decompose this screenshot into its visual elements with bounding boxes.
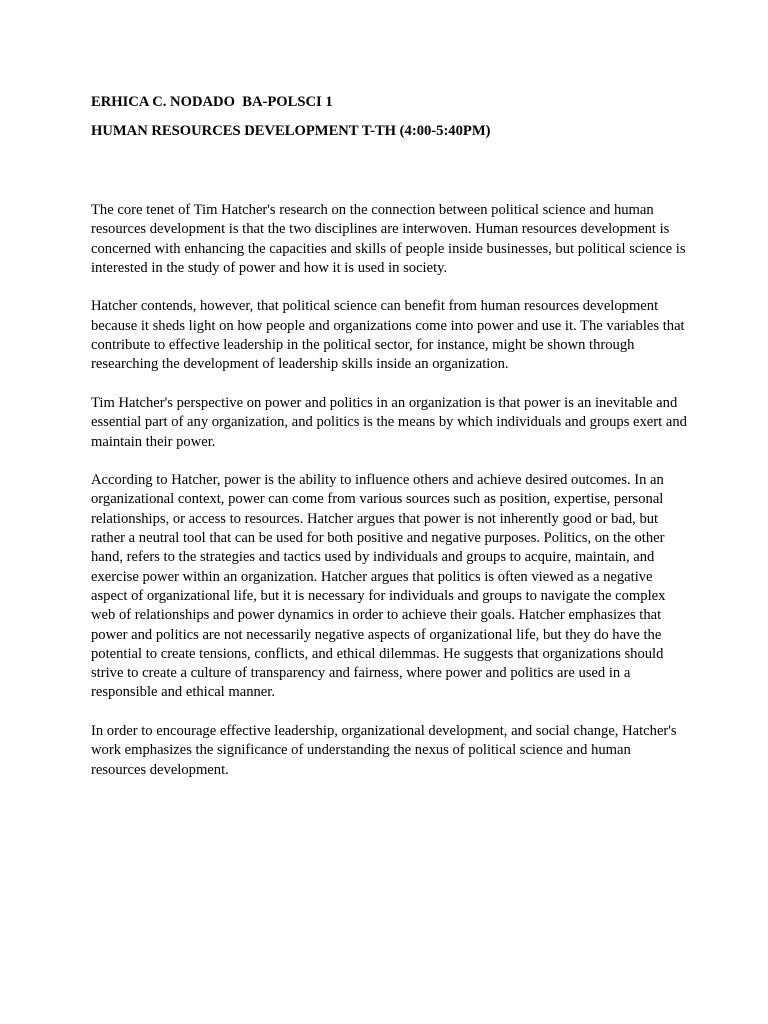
paragraph: The core tenet of Tim Hatcher's research on the connection between political science and human resources development is that the two disciplines are interwoven. Human resources development is concerned with enhancing the capacities and skills of people inside businesses, but political science is interested in the study of power and how it is used in society. — [91, 202, 686, 276]
paragraph: Hatcher contends, however, that political science can benefit from human resources development because it sheds light on how people and organizations come into power and use it. The variables that contribute to effective leadership in the political sector, for instance, might be shown through researching the development of leadership skills inside an organization. — [91, 298, 685, 373]
paragraph: According to Hatcher, power is the ability to influence others and achieve desired outcomes. In an organizational context, power can come from various sources such as position, expertise, personal relationships, or access to resources. Hatcher argues that power is not inherently good or bad, but rather a neutral tool that can be used for both positive and negative purposes. Politics, on the other hand, refers to the strategies and tactics used by individuals and groups to acquire, maintain, and exercise power within an organization. Hatcher argues that politics is often viewed as a negative aspect of organizational life, but it is necessary for individuals and groups to navigate the complex web of relationships and power dynamics in order to achieve their goals. Hatcher emphasizes that power and politics are not necessarily negative aspects of organizational life, but they do have the potential to create tensions, conflicts, and ethical dilemmas. He suggests that organizations should strive to create a culture of transparency and fairness, where power and politics are used in a responsible and ethical manner. — [91, 472, 666, 701]
paragraph: Tim Hatcher's perspective on power and politics in an organization is that power is an inevitable and essential part of any organization, and politics is the means by which individuals and groups exert and maintain their power. — [91, 394, 687, 450]
author-header: ERHICA C. NODADO BA-POLSCI 1 — [91, 94, 333, 110]
paragraph: In order to encourage effective leadership, organizational development, and social change, Hatcher's work emphasizes the significance of understanding the nexus of political science and human resources development. — [91, 723, 677, 778]
document-body — [91, 201, 687, 799]
course-header: HUMAN RESOURCES DEVELOPMENT T-TH (4:00-5:40PM) — [91, 123, 491, 139]
